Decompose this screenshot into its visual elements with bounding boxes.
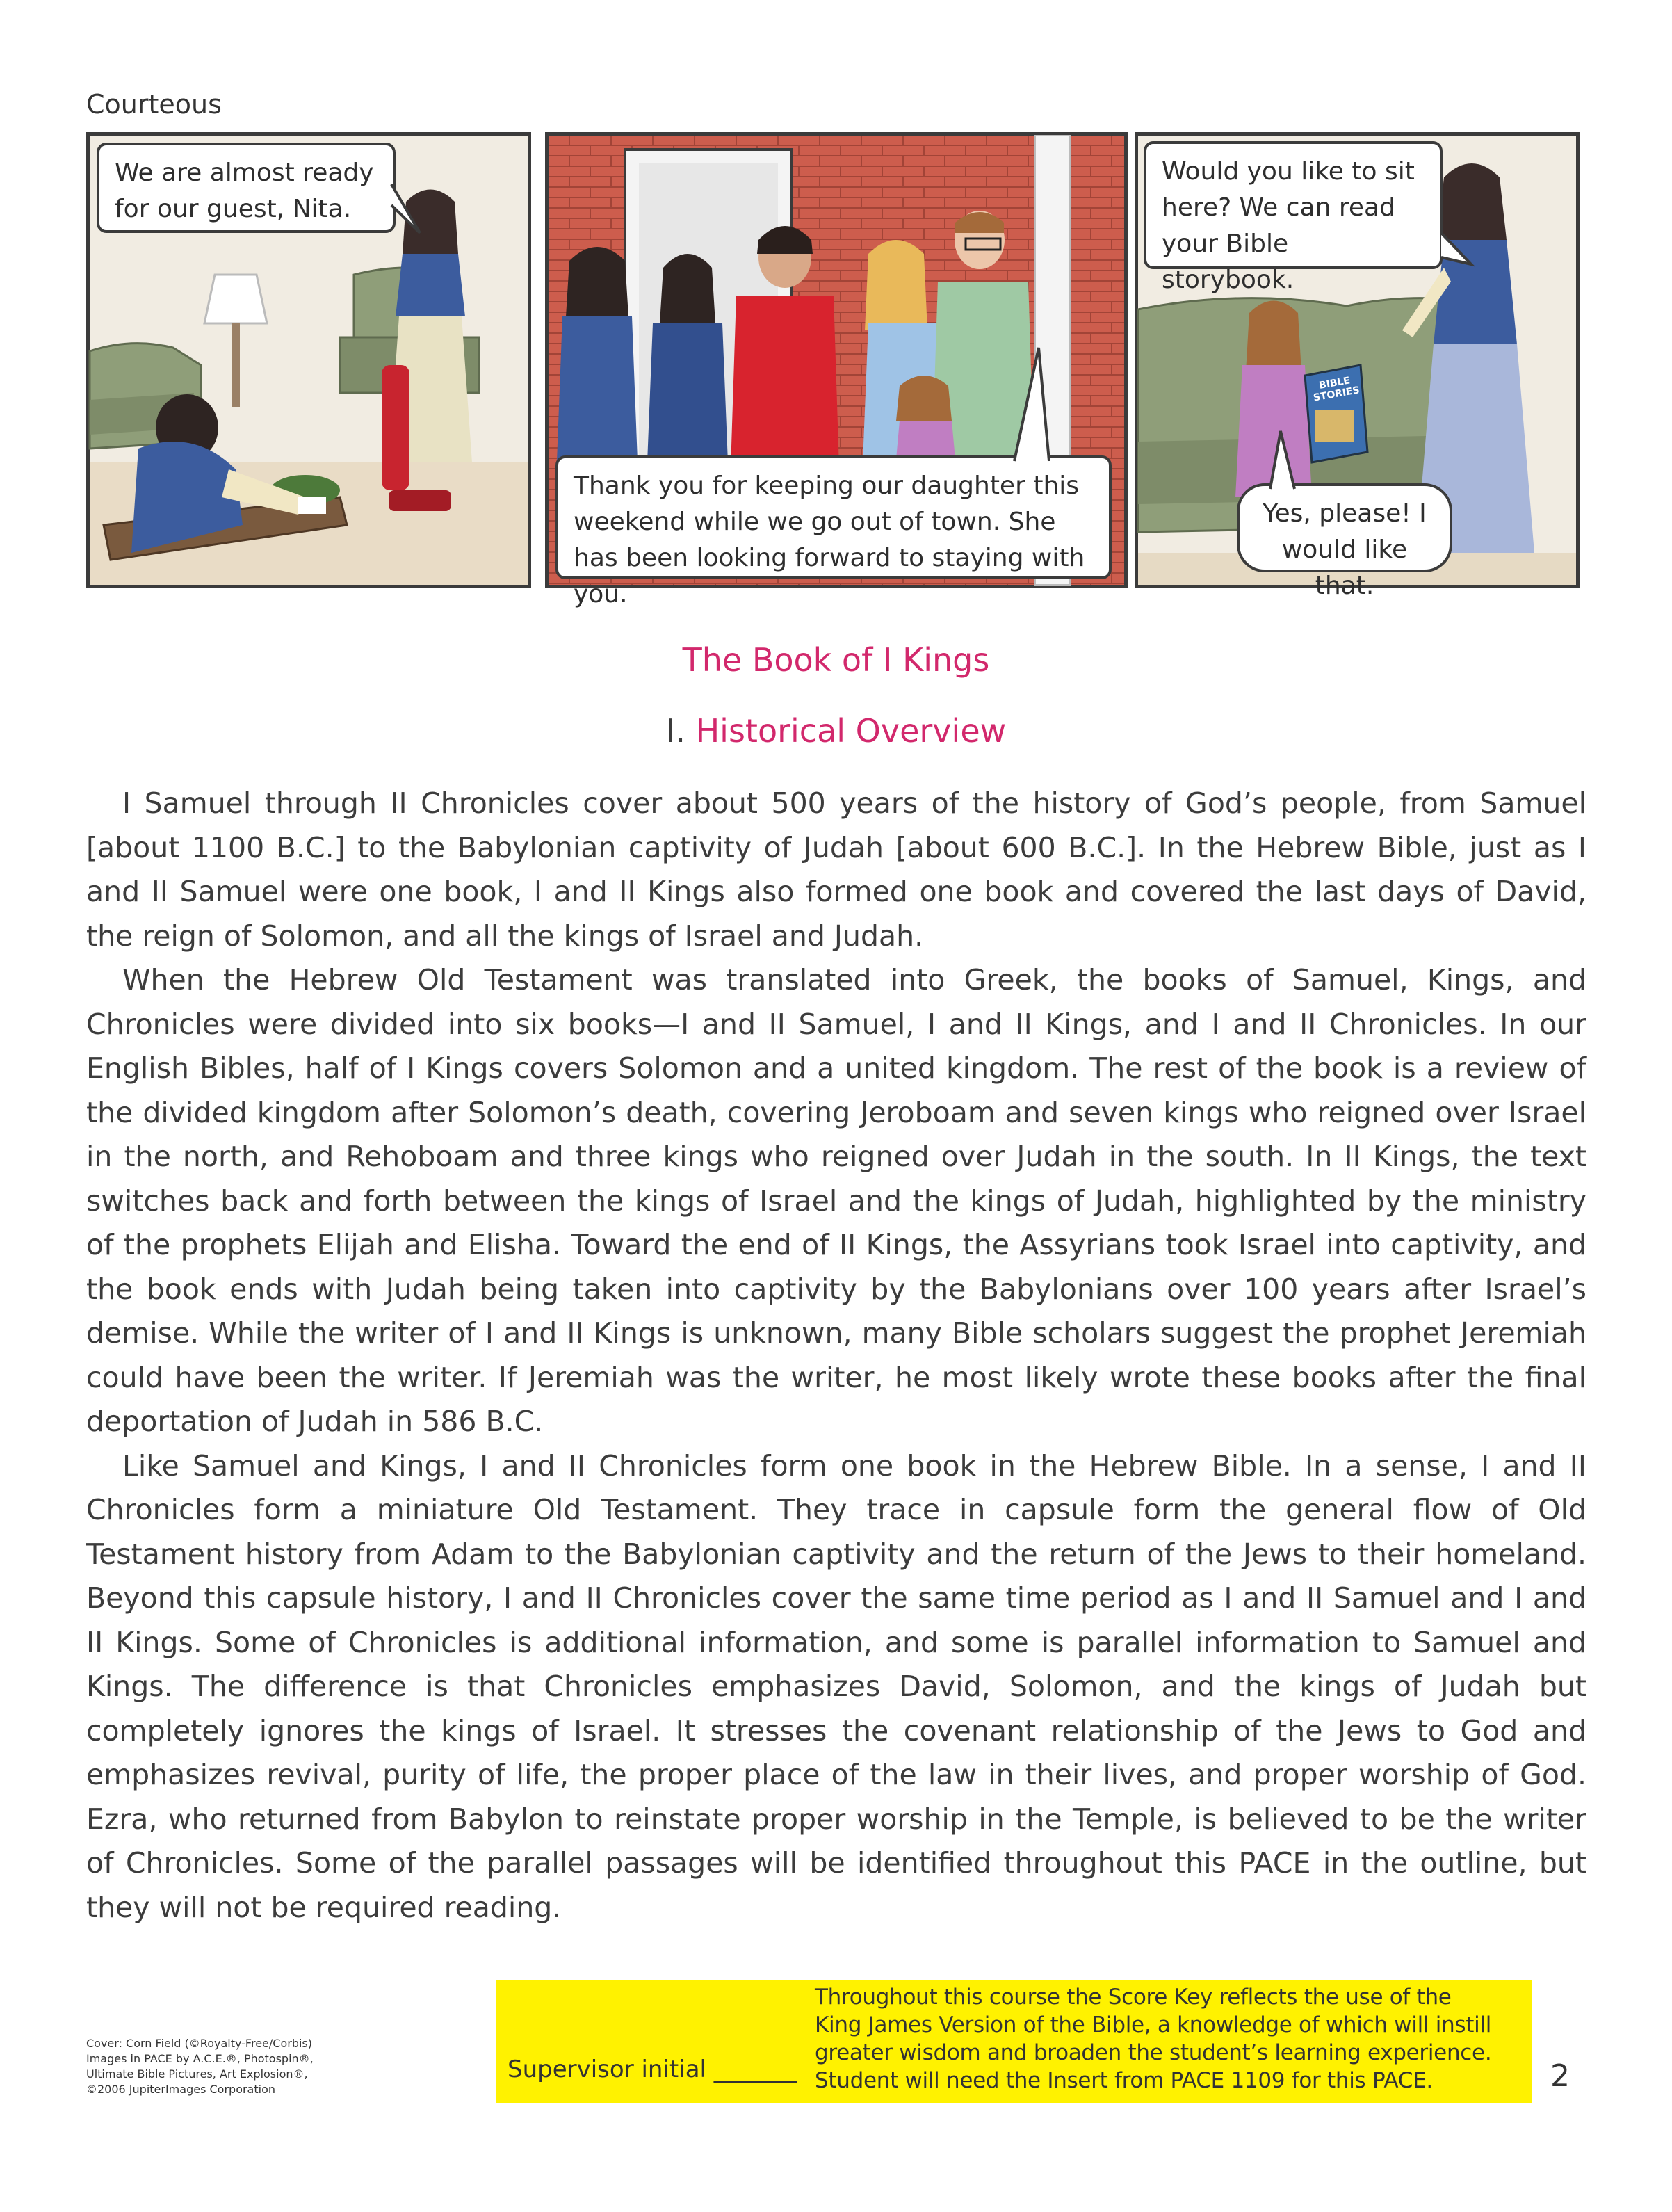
panel-3-bottom-speech-bubble: Yes, please! I would like that. xyxy=(1237,483,1452,572)
page-title: The Book of I Kings xyxy=(682,641,990,679)
supervisor-initial-field[interactable]: Supervisor initial _______ xyxy=(508,2056,797,2083)
notice-line: Student will need the Insert from PACE 1109 for this PACE. xyxy=(815,2068,1433,2093)
panel-2-speech-bubble: Thank you for keeping our daughter this weekend while we go out of town. She has been looking forward to staying with you. xyxy=(555,455,1112,579)
comic-panel-3 xyxy=(1135,132,1580,600)
score-key-notice xyxy=(815,1983,1531,2094)
paragraph-2: When the Hebrew Old Testament was translated into Greek, the books of Samuel, Kings, and Chronicles were divided into six books—I and II Samuel, I and II Kings, and I and II Chronicles. In our English Bibles, half of I Kings covers Solomon and a united kingdom. The rest of the book is a review of the divided kingdom after Solomon’s death, covering Jeroboam and seven kings who reigned over Israel in the north, and Rehoboam and three kings who reigned over Judah in the south. In II Kings, the text switches back and forth between the kings of Israel and the kings of Judah, highlighted by the ministry of the prophets Elijah and Elisha. Toward the end of II Kings, the Assyrians took Israel into captivity, and the book ends with Judah being taken into captivity by the Babylonians over 100 years after Israel’s demise. While the writer of I and II Kings is unknown, many Bible scholars suggest the prophet Jeremiah could have been the writer. If Jeremiah was the writer, he most likely wrote these books after the final deportation of Judah in 586 B.C. xyxy=(86,963,1586,1438)
credit-line: Cover: Corn Field (©Royalty-Free/Corbis) xyxy=(86,2037,312,2050)
subtitle-number: I. xyxy=(665,712,685,750)
body-text xyxy=(86,782,1586,1930)
paragraph-1: I Samuel through II Chronicles cover about 500 years of the history of God’s people, from Samuel [about 1100 B.C.] to the Babylonian captivity of Judah [about 600 B.C.]. In the Hebrew Bible, just as I and II Samuel were one book, I and II Kings also formed one book and covered the last days of David, the reign of Solomon, and all the kings of Israel and Judah. xyxy=(86,786,1586,953)
notice-line: King James Version of the Bible, a knowledge of which will instill xyxy=(815,2012,1492,2037)
paragraph-3: Like Samuel and Kings, I and II Chronicles form one book in the Hebrew Bible. In a sense, I and II Chronicles form a miniature Old Testament. They trace in capsule form the general flow of Old Testament history from Adam to the Babylonian captivity and the return of the Jews to their homeland. Beyond this capsule history, I and II Chronicles cover the same time period as I and II Samuel and I and II Kings. Some of Chronicles is additional information, and some is parallel information to Samuel and Kings. The difference is that Chronicles emphasizes David, Solomon, and the kings of Judah but completely ignores the kings of Israel. It stresses the covenant relationship of the Jews to God and emphasizes revival, purity of life, the proper place of the law in their lives, and proper worship of God. Ezra, who returned from Babylon to reinstate proper worship in the Temple, is believed to be the writer of Chronicles. Some of the parallel passages will be identified throughout this PACE in the outline, but they will not be required reading. xyxy=(86,1448,1586,1924)
comic-panel-1 xyxy=(86,132,531,588)
panel-3-top-speech-bubble: Would you like to sit here? We can read your Bible storybook. xyxy=(1144,141,1443,269)
panel-1-speech-bubble: We are almost ready for our guest, Nita. xyxy=(97,143,396,233)
section-label: Courteous xyxy=(86,89,222,120)
comic-panel-2 xyxy=(545,132,1128,608)
page-number: 2 xyxy=(1550,2058,1570,2094)
credit-line: ©2006 JupiterImages Corporation xyxy=(86,2083,276,2096)
notice-line: Throughout this course the Score Key reflects the use of the xyxy=(815,1985,1452,2010)
image-credits xyxy=(86,2036,336,2097)
book-cover-text: BIBLE STORIES xyxy=(1312,375,1361,404)
panel-3-top-bubble-tail xyxy=(1440,226,1475,268)
panel-3-bottom-bubble-tail xyxy=(1263,428,1305,490)
panel-2-bubble-tail xyxy=(1000,344,1056,462)
credit-line: Images in PACE by A.C.E.®, Photospin®, xyxy=(86,2052,314,2065)
panel-1-bubble-tail xyxy=(389,177,423,240)
section-subtitle xyxy=(0,712,1672,750)
credit-line: Ultimate Bible Pictures, Art Explosion®, xyxy=(86,2067,308,2081)
notice-line: greater wisdom and broaden the student’s learning experience. xyxy=(815,2040,1492,2065)
subtitle-text: Historical Overview xyxy=(695,712,1007,750)
